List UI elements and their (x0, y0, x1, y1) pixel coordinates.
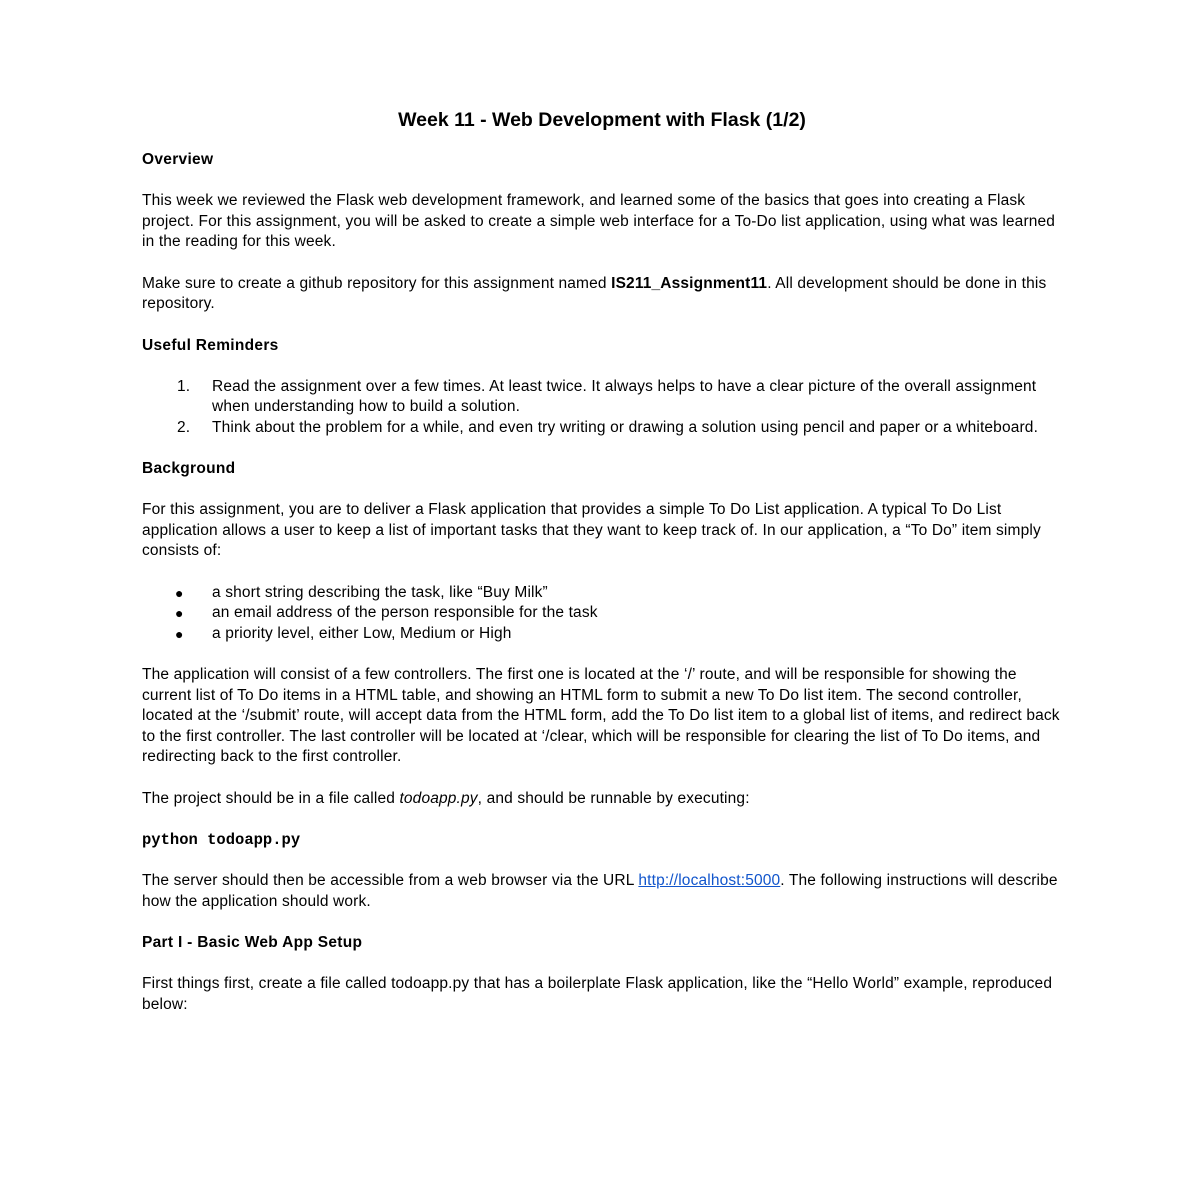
repository-text-before: Make sure to create a github repository for this assignment named (142, 274, 612, 292)
list-item-text: Read the assignment over a few times. At least twice. It always helps to have a clear picture of the overall assignment when understanding how to build a solution. (212, 377, 1037, 415)
project-file-name: todoapp.py (399, 789, 478, 807)
list-item (142, 603, 1062, 624)
overview-paragraph: This week we reviewed the Flask web development framework, and learned some of the basics that goes into creating a Flask project. For this assignment, you will be asked to create a simple web interface for a To-Do list application, using what was learned in the reading for this week. (142, 192, 1056, 250)
part1-paragraph: First things first, create a file called todoapp.py that has a boilerplate Flask application, like the “Hello World” example, reproduced below: (142, 975, 1053, 1013)
list-item (142, 377, 1062, 418)
project-file-text-after: , and should be runnable by executing: (477, 789, 750, 807)
localhost-link[interactable]: http://localhost:5000 (638, 872, 781, 889)
list-item-text: an email address of the person responsible for the task (212, 604, 598, 621)
part1-heading: Part I - Basic Web App Setup (142, 934, 363, 951)
project-file-text-before: The project should be in a file called (142, 789, 400, 807)
project-file-paragraph (142, 789, 1062, 810)
list-item (142, 418, 1062, 439)
reminders-list (142, 377, 1062, 439)
list-item (142, 624, 1062, 645)
list-item-text: a short string describing the task, like “Buy Milk” (212, 583, 548, 601)
bullet-icon: ● (175, 625, 184, 642)
background-paragraph: For this assignment, you are to deliver a Flask application that provides a simple To Do List application. A typical To Do List application allows a user to keep a list of important tasks that they want to keep track of. In our application, a “To Do” item simply consists of: (142, 501, 1041, 559)
server-url-text-after: . The following instructions will describe how the application should work. (142, 872, 1058, 910)
list-item-text: Think about the problem for a while, and even try writing or drawing a solution using pencil and paper or a whiteboard. (212, 418, 1039, 436)
server-url-paragraph (142, 871, 1062, 912)
repository-paragraph (142, 274, 1062, 315)
run-command: python todoapp.py (142, 831, 301, 849)
bullet-icon: ● (175, 584, 184, 601)
list-item-text: a priority level, either Low, Medium or High (212, 624, 512, 642)
document-title: Week 11 - Web Development with Flask (1/2) (398, 109, 806, 131)
todo-fields-list (142, 583, 1062, 645)
list-number: 1. (177, 377, 191, 395)
reminders-heading: Useful Reminders (142, 336, 279, 354)
list-number: 2. (177, 418, 191, 436)
repository-name: IS211_Assignment11 (611, 274, 768, 292)
repository-text-after: . All development should be done in this repository. (142, 274, 1047, 312)
overview-heading: Overview (142, 151, 214, 168)
controllers-paragraph: The application will consist of a few controllers. The first one is located at the ‘/’ route, and will be responsible for showing the current list of To Do items in a HTML table, and showing an HTML form to submit a new To Do list item. The second controller, located at the ‘/submit’ route, will accept data from the HTML form, add the To Do list item to a global list of items, and redirect back to the first controller. The last controller will be located at ‘/clear, which will be responsible for clearing the list of To Do items, and redirecting back to the first controller. (142, 666, 1060, 765)
server-url-text-before: The server should then be accessible from a web browser via the URL (142, 872, 639, 889)
bullet-icon: ● (175, 605, 184, 621)
background-heading: Background (142, 460, 236, 477)
list-item (142, 583, 1062, 604)
